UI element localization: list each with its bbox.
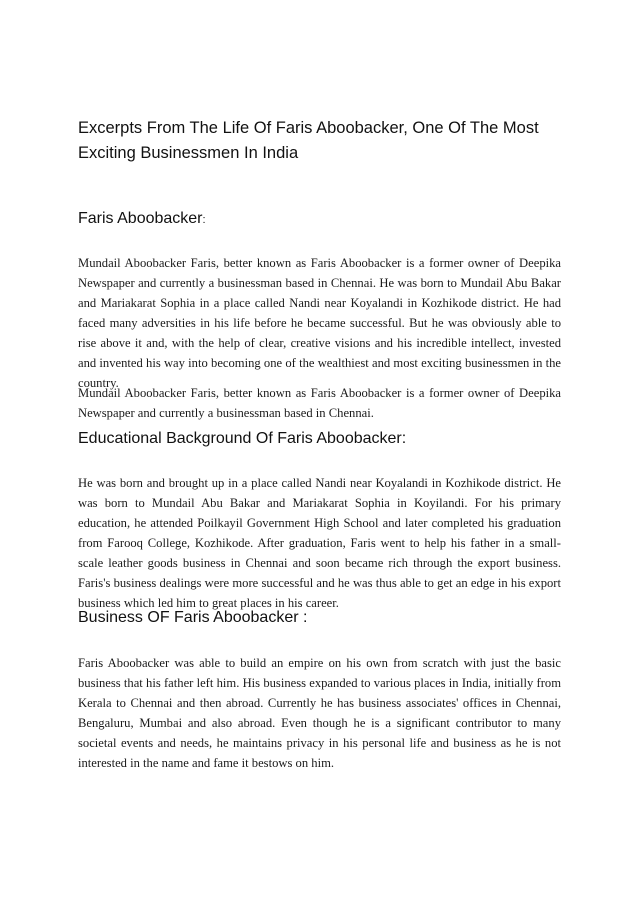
document-title: Excerpts From The Life Of Faris Aboobacker, One Of The Most Exciting Businessmen In India bbox=[78, 119, 539, 162]
section-heading-faris-aboobacker bbox=[78, 208, 561, 231]
paragraph: Faris Aboobacker was able to build an empire on his own from scratch with just the basic business that his father left him. His business expanded to various places in India, initially from Kerala to Chennai and then abroad. Currently he has business associates' offices in Chennai, Bengaluru, Mumbai and also abroad. Even though he is a significant contributor to many societal events and needs, he maintains privacy in his personal life and business as he is not interested in the name and fame it bestows on him. bbox=[78, 656, 561, 770]
section-heading-text: Faris Aboobacker bbox=[78, 210, 203, 227]
section-heading-business: Business OF Faris Aboobacker : bbox=[78, 609, 308, 626]
paragraph: Mundail Aboobacker Faris, better known as Faris Aboobacker is a former owner of Deepika Newspaper and currently a businessman based in Chennai. bbox=[78, 386, 561, 420]
paragraph: He was born and brought up in a place called Nandi near Koyalandi in Kozhikode district. He was born to Mundail Abu Bakar and Mariakarat Sophia in Koyilandi. For his primary education, he attended Poilkayil Government High School and later completed his graduation from Farooq College, Kozhikode. After graduation, Faris went to help his father in a small-scale leather goods business in Chennai and soon became rich through the export business. Faris's business dealings were more successful and he was thus able to get an edge in his export business which led him to great places in his career. bbox=[78, 476, 561, 610]
section-heading-educational-background: Educational Background Of Faris Aboobacker: bbox=[78, 430, 407, 447]
section-heading-colon: : bbox=[202, 214, 206, 226]
paragraph: Mundail Aboobacker Faris, better known as Faris Aboobacker is a former owner of Deepika Newspaper and currently a businessman based in Chennai. He was born to Mundail Abu Bakar and Mariakarat Sophia in a place called Nandi near Koyalandi in Kozhikode district. He had faced many adversities in his life before he became successful. But he was obviously able to rise above it and, with the help of clear, creative visions and his incredible intellect, invested and invented his way into becoming one of the wealthiest and most exciting businessmen in the country. bbox=[78, 256, 561, 390]
